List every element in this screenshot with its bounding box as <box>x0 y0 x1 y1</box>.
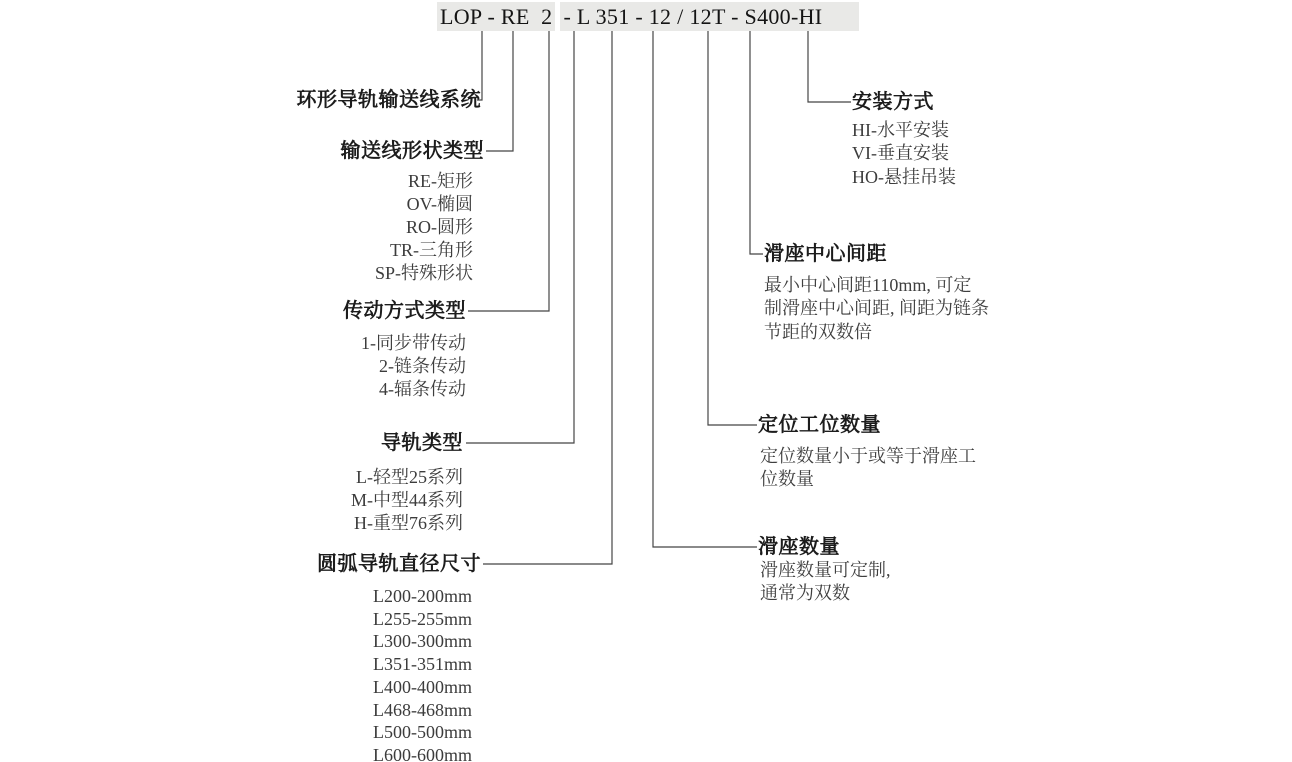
option-item: L300-300mm <box>373 631 472 652</box>
option-item: RE-矩形 <box>408 171 473 191</box>
option-item: TR-三角形 <box>390 240 473 260</box>
option-item: L468-468mm <box>373 699 472 720</box>
option-item: 2-链条传动 <box>379 356 466 376</box>
connector-hi <box>808 31 851 102</box>
option-item: L400-400mm <box>373 676 472 697</box>
model-code <box>437 2 859 31</box>
option-item: 4-辐条传动 <box>379 379 466 399</box>
description-line: 通常为双数 <box>760 583 850 604</box>
option-item: L351-351mm <box>373 654 472 675</box>
heading-carriage-pitch: 滑座中心间距 <box>764 243 887 265</box>
heading-arc-diameter: 圆弧导轨直径尺寸 <box>317 553 481 575</box>
rail-type-options <box>0 466 463 535</box>
description-line: 制滑座中心间距, 间距为链条 <box>764 298 989 319</box>
connector-12 <box>653 31 757 547</box>
description-line: 位数量 <box>760 469 814 490</box>
heading-positioning-stations: 定位工位数量 <box>758 414 881 436</box>
carriage-count-description <box>760 559 891 606</box>
arc-diameter-options <box>0 585 472 762</box>
option-item: L200-200mm <box>373 586 472 606</box>
heading-system: 环形导轨输送线系统 <box>296 89 481 111</box>
description-line: 最小中心间距110mm, 可定 <box>764 275 972 295</box>
option-item: L-轻型25系列 <box>356 467 463 487</box>
model-code-part2: - L 351 - 12 / 12T - S400-HI <box>560 2 859 31</box>
option-item: OV-椭圆 <box>406 194 473 214</box>
connector-2 <box>468 31 549 311</box>
option-item: H-重型76系列 <box>354 513 463 533</box>
option-item: L500-500mm <box>373 722 472 743</box>
mounting-options <box>852 119 956 189</box>
connector-351 <box>483 31 612 564</box>
heading-mounting: 安装方式 <box>852 91 934 113</box>
heading-carriage-count: 滑座数量 <box>758 536 840 558</box>
option-item: L600-600mm <box>373 744 472 762</box>
drive-type-options <box>0 332 466 401</box>
model-code-part1: LOP - RE 2 <box>437 2 555 31</box>
option-item: SP-特殊形状 <box>374 263 473 283</box>
connector-re <box>486 31 513 151</box>
shape-type-options <box>0 170 473 285</box>
description-line: 滑座数量可定制, <box>760 560 891 580</box>
description-line: 定位数量小于或等于滑座工 <box>760 446 976 466</box>
positioning-stations-description <box>760 445 976 492</box>
description-line: 节距的双数倍 <box>764 321 872 342</box>
option-item: RO-圆形 <box>406 217 473 237</box>
heading-rail-type: 导轨类型 <box>381 432 463 454</box>
option-item: L255-255mm <box>373 608 472 629</box>
heading-drive-type: 传动方式类型 <box>343 300 466 322</box>
option-item: HO-悬挂吊装 <box>852 166 956 187</box>
carriage-pitch-description <box>764 274 989 344</box>
option-item: HI-水平安装 <box>852 120 949 140</box>
option-item: 1-同步带传动 <box>361 333 466 353</box>
option-item: VI-垂直安装 <box>852 143 949 164</box>
heading-shape-type: 输送线形状类型 <box>340 140 484 162</box>
connector-s400 <box>750 31 763 254</box>
option-item: M-中型44系列 <box>351 490 463 510</box>
